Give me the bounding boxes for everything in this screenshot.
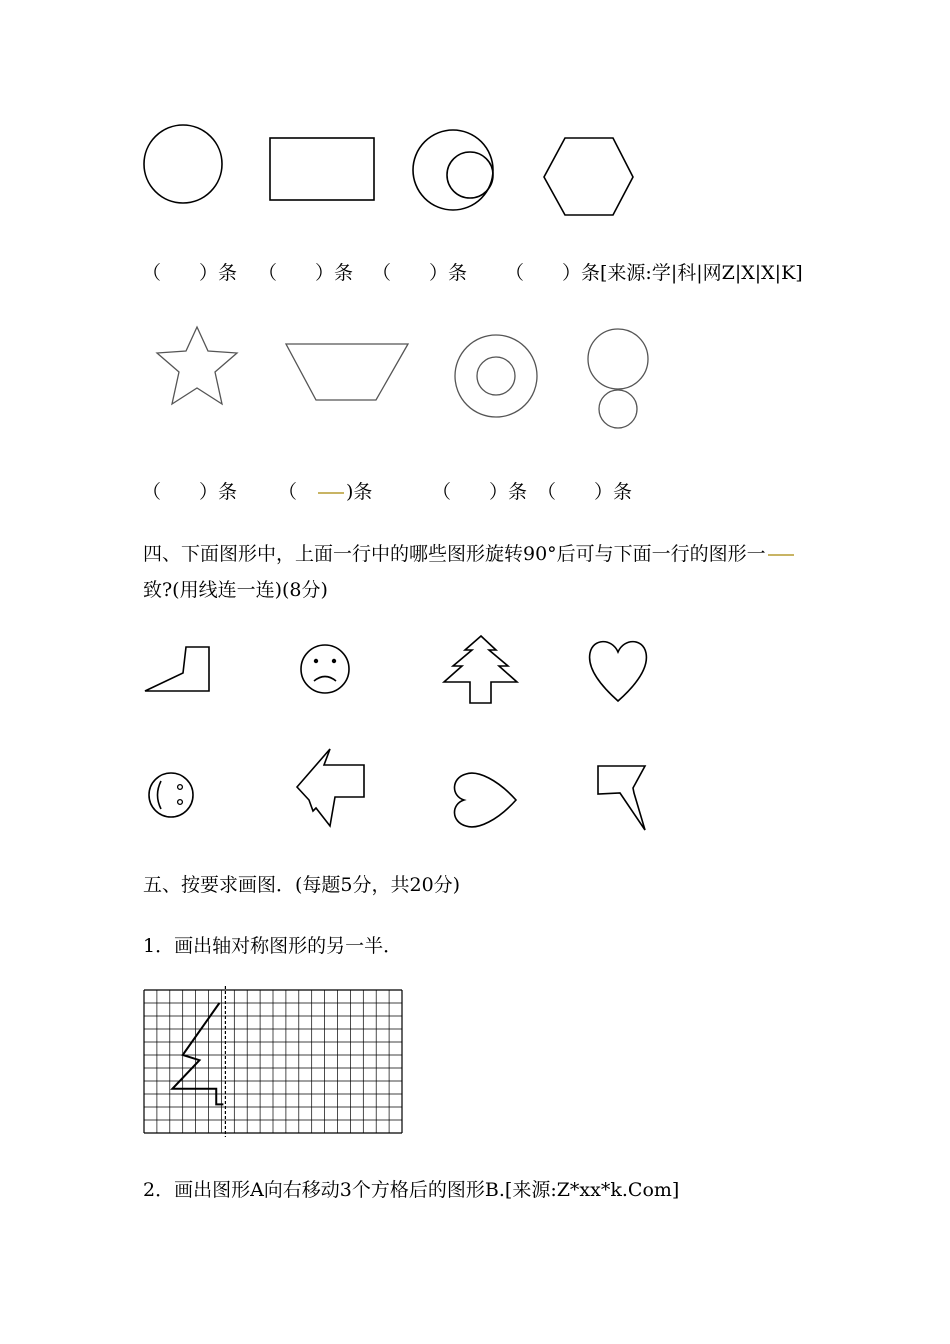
answer-blank-6	[278, 483, 372, 502]
answer-blank-8: （ ）条	[537, 481, 633, 503]
symmetry-grid	[144, 990, 404, 1136]
answer-blank-7: （ ）条	[432, 481, 528, 503]
answer-blank-3: （ ）条	[372, 262, 468, 284]
answer-blank-6-close: )条	[346, 481, 373, 503]
section5-heading: 五、按要求画图．(每题5分，共20分)	[143, 874, 461, 896]
answer-blank-2: （ ）条	[258, 262, 354, 284]
answer-blank-1: （ ）条	[142, 262, 238, 284]
section4-heading-line1: 四、下面图形中，上面一行中的哪些图形旋转90°后可与下面一行的图形一	[143, 545, 796, 564]
answer-blank-5: （ ）条	[142, 481, 238, 503]
answer-blank-6-open: （	[278, 481, 317, 503]
answer-blank-4: （ ）条[来源:学|科|网Z|X|X|K]	[505, 262, 803, 284]
question-1: 1．画出轴对称图形的另一半．	[143, 935, 403, 957]
highlight-mark	[768, 554, 794, 556]
highlight-mark	[318, 492, 344, 494]
lightning-half-figure	[172, 1003, 223, 1104]
question-2: 2．画出图形A向右移动3个方格后的图形B.[来源:Z*xx*k.Com]	[143, 1179, 680, 1201]
section4-heading-line2: 致?(用线连一连)(8分)	[143, 579, 328, 601]
